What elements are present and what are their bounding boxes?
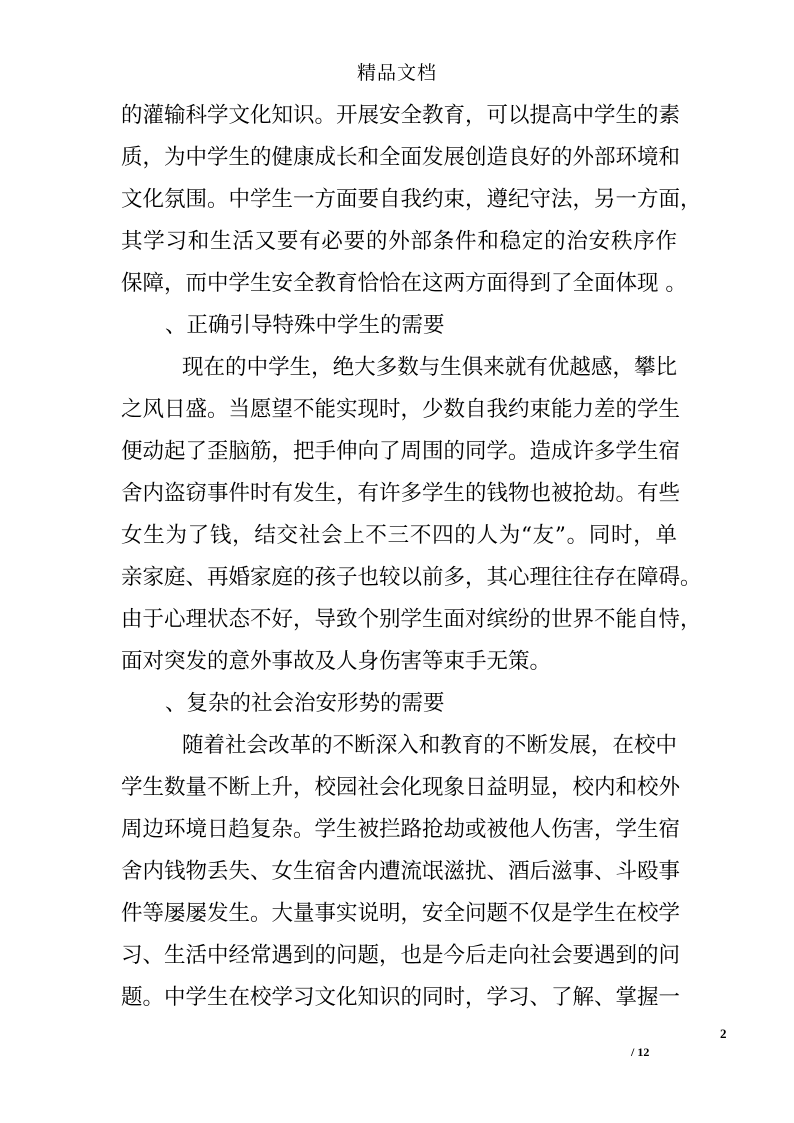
page-number: 2: [720, 1026, 727, 1041]
text-line: 保障，而中学生安全教育恰恰在这两方面得到了全面体现 。: [121, 271, 687, 296]
text-line: 之风日盛。当愿望不能实现时，少数自我约束能力差的学生: [121, 397, 681, 422]
section-heading: 、复杂的社会治安形势的需要: [165, 691, 445, 716]
text-line: 面对突发的意外事故及人身伤害等束手无策。: [121, 649, 552, 674]
text-line: 质，为中学生的健康成长和全面发展创造良好的外部环境和: [121, 145, 681, 170]
text-line: 女生为了钱，结交社会上不三不四的人为“友”。同时，单: [121, 523, 677, 548]
text-line: 学生数量不断上升，校园社会化现象日益明显，校内和校外: [121, 775, 681, 800]
text-line: 的灌输科学文化知识。开展安全教育，可以提高中学生的素: [121, 103, 681, 128]
text-line: 其学习和生活又要有必要的外部条件和稳定的治安秩序作: [121, 229, 677, 254]
section-heading: 、正确引导特殊中学生的需要: [165, 313, 445, 338]
text-line: 舍内钱物丢失、女生宿舍内遭流氓滋扰、酒后滋事、斗殴事: [121, 859, 681, 884]
text-line: 随着社会改革的不断深入和教育的不断发展，在校中: [182, 733, 677, 758]
text-line: 舍内盗窃事件时有发生，有许多学生的钱物也被抢劫。有些: [121, 481, 681, 506]
text-line: 题。中学生在校学习文化知识的同时，学习、了解、掌握一: [121, 985, 681, 1010]
text-line: 亲家庭、再婚家庭的孩子也较以前多，其心理往往存在障碍。: [121, 565, 702, 590]
text-line: 便动起了歪脑筋，把手伸向了周围的同学。造成许多学生宿: [121, 439, 681, 464]
text-line: 习、生活中经常遇到的问题，也是今后走向社会要遇到的问: [121, 943, 681, 968]
text-line: 件等屡屡发生。大量事实说明，安全问题不仅是学生在校学: [121, 901, 681, 926]
text-line: 周边环境日趋复杂。学生被拦路抢劫或被他人伤害，学生宿: [121, 817, 681, 842]
text-line: 现在的中学生，绝大多数与生俱来就有优越感，攀比: [182, 355, 677, 380]
page-header-title: 精品文档: [356, 62, 437, 84]
page-total: / 12: [631, 1045, 650, 1059]
text-line: 文化氛围。中学生一方面要自我约束，遵纪守法，另一方面，: [121, 187, 702, 212]
text-line: 由于心理状态不好，导致个别学生面对缤纷的世界不能自恃，: [121, 607, 702, 632]
